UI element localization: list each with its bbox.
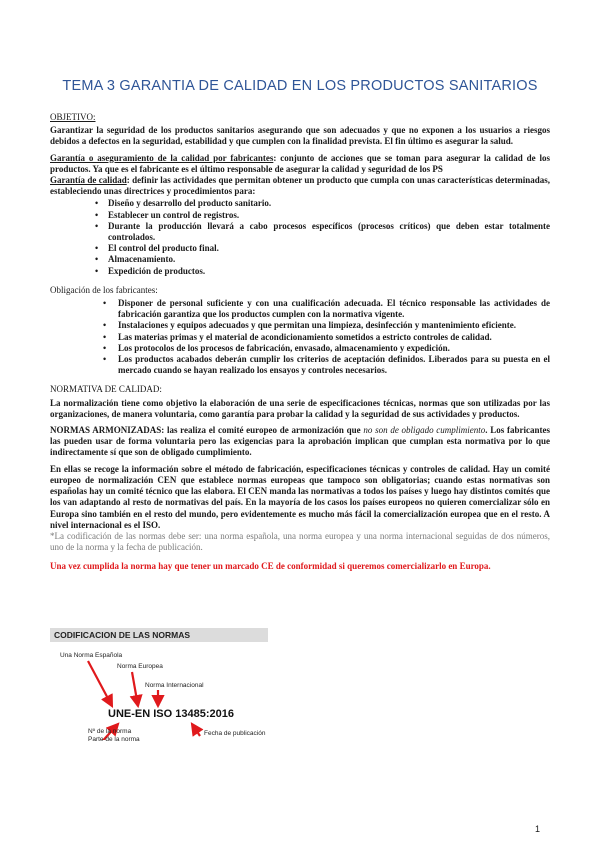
garantia-calidad-label: Garantía de calidad — [50, 175, 127, 186]
codification-note: *La codificación de las normas debe ser: una norma española, una norma europea y una norma internacional seguidas de dos números, uno de la norma y la fecha de publicación. — [50, 530, 550, 553]
objetivo-heading: OBJETIVO: — [50, 112, 96, 122]
obligacion-list — [50, 298, 550, 376]
list-item: • Los protocolos de los procesos de fabricación, envasado, almacenamiento y expedición. — [50, 343, 550, 354]
ce-marking-note: Una vez cumplida la norma hay que tener un marcado CE de conformidad si queremos comercializarlo en Europa. — [50, 561, 491, 572]
list-item: • Expedición de productos. — [50, 266, 550, 277]
list-item: • Diseño y desarrollo del producto sanitario. — [50, 198, 550, 209]
obligacion-heading: Obligación de los fabricantes: — [50, 284, 158, 295]
norm-code: UNE-EN ISO 13485:2016 — [108, 708, 234, 720]
figure-arrows — [50, 628, 300, 740]
label-norma-internacional: Norma Internacional — [145, 682, 204, 689]
page-title: TEMA 3 GARANTIA DE CALIDAD EN LOS PRODUCTOS SANITARIOS — [62, 78, 538, 94]
normas-armonizadas-text-b: . Los fabricantes las pueden usar de forma voluntaria pero las exigencias para la aprobación implican que cumplan esta normativa por lo que indirectamente sí que son de obligado cumplimiento. — [50, 425, 550, 458]
list-item: • Las materias primas y el material de acondicionamiento sometidos a estricto controles de calidad. — [50, 332, 550, 343]
label-numero-norma: Nº de la norma — [88, 728, 132, 735]
arrow-fecha — [192, 724, 200, 736]
normas-armonizadas-italic: no son de obligado cumplimiento — [363, 425, 486, 436]
garantia-aseguramiento-text: : conjunto de acciones que se toman para asegurar la calidad de los productos. Ya que es el fabricante es el último responsable de asegurar la calidad y seguridad de los PS — [50, 152, 550, 174]
normas-armonizadas-label: NORMAS ARMONIZADAS: — [50, 425, 165, 436]
label-norma-europea: Norma Europea — [117, 663, 163, 670]
page-number: 1 — [534, 824, 540, 834]
list-item: • Establecer un control de registros. — [50, 210, 550, 221]
garantia-calidad-paragraph — [50, 175, 550, 197]
list-item: • Almacenamiento. — [50, 254, 550, 265]
arrow-europea — [132, 672, 138, 706]
normativa-heading: NORMATIVA DE CALIDAD: — [50, 384, 162, 395]
normativa-paragraph-3: En ellas se recoge la información sobre el método de fabricación, especificaciones técnicas y controles de calidad. Hay un comité europeo de normalización CEN que establece normas europeas que tampoco son obligatorias; cuando estas normativas son españolas hay un comité técnico que las elabora. El CEN manda las normativas a todos los países y luego hay distintos comités que los van adaptando al resto de normativas del país. En la mayoría de los casos los países europeos no quieren comercializar sólo en Europa sino también en el resto del mundo, pero evidentemente es mucho más fácil la comercialización europea que en el resto. A nivel internacional es el ISO. — [50, 463, 550, 530]
garantia-aseguramiento-label: Garantía o aseguramiento de la calidad por fabricantes — [50, 152, 274, 163]
list-item: • Durante la producción llevará a cabo procesos específicos (procesos críticos) que deben estar totalmente controlados. — [50, 221, 550, 243]
list-item: • El control del producto final. — [50, 243, 550, 254]
normas-armonizadas-text-a: las realiza el comité europeo de armonización que — [164, 425, 364, 436]
objetivo-text: Garantizar la seguridad de los productos sanitarios asegurando que son adecuados y que no exponen a los usuarios a riesgos debidos a defectos en la seguridad, estabilidad y que cumplen con la finalidad prevista. El fin último es asegurar la salud. — [50, 125, 550, 147]
list-item: • Los productos acabados deberán cumplir los criterios de aceptación definidos. Liberados para su puesta en el mercado cuando se hayan realizado los ensayos y controles necesarios. — [50, 354, 550, 376]
garantia-calidad-list — [50, 198, 550, 276]
normativa-paragraph-1: La normalización tiene como objetivo la elaboración de una serie de especificaciones técnicas, normas que son utilizadas por las organizaciones, de manera voluntaria, como garantía para probar la calidad y la seguridad de sus actividades y productos. — [50, 397, 550, 419]
codification-figure — [50, 628, 300, 743]
label-norma-espanola: Una Norma Española — [60, 652, 123, 659]
arrow-espanola — [88, 661, 112, 706]
document-page — [50, 78, 550, 573]
garantia-calidad-text: : definir las actividades que permitan obtener un producto que cumpla con unas características determinadas, estableciendo unas directrices y procedimientos para: — [50, 175, 550, 197]
label-fecha-publicacion: Fecha de publicación — [204, 730, 266, 737]
normas-armonizadas-paragraph — [50, 425, 550, 459]
list-item: • Instalaciones y equipos adecuados y que permitan una limpieza, desinfección y mantenimiento eficiente. — [50, 320, 550, 331]
garantia-aseguramiento-paragraph — [50, 153, 550, 175]
label-parte-norma: Parte de la norma — [88, 736, 140, 743]
figure-title: CODIFICACION DE LAS NORMAS — [50, 628, 268, 642]
list-item: • Disponer de personal suficiente y con una cualificación adecuada. El técnico responsable las actividades de fabricación garantiza que los productos cumplen con la normativa vigente. — [50, 298, 550, 320]
